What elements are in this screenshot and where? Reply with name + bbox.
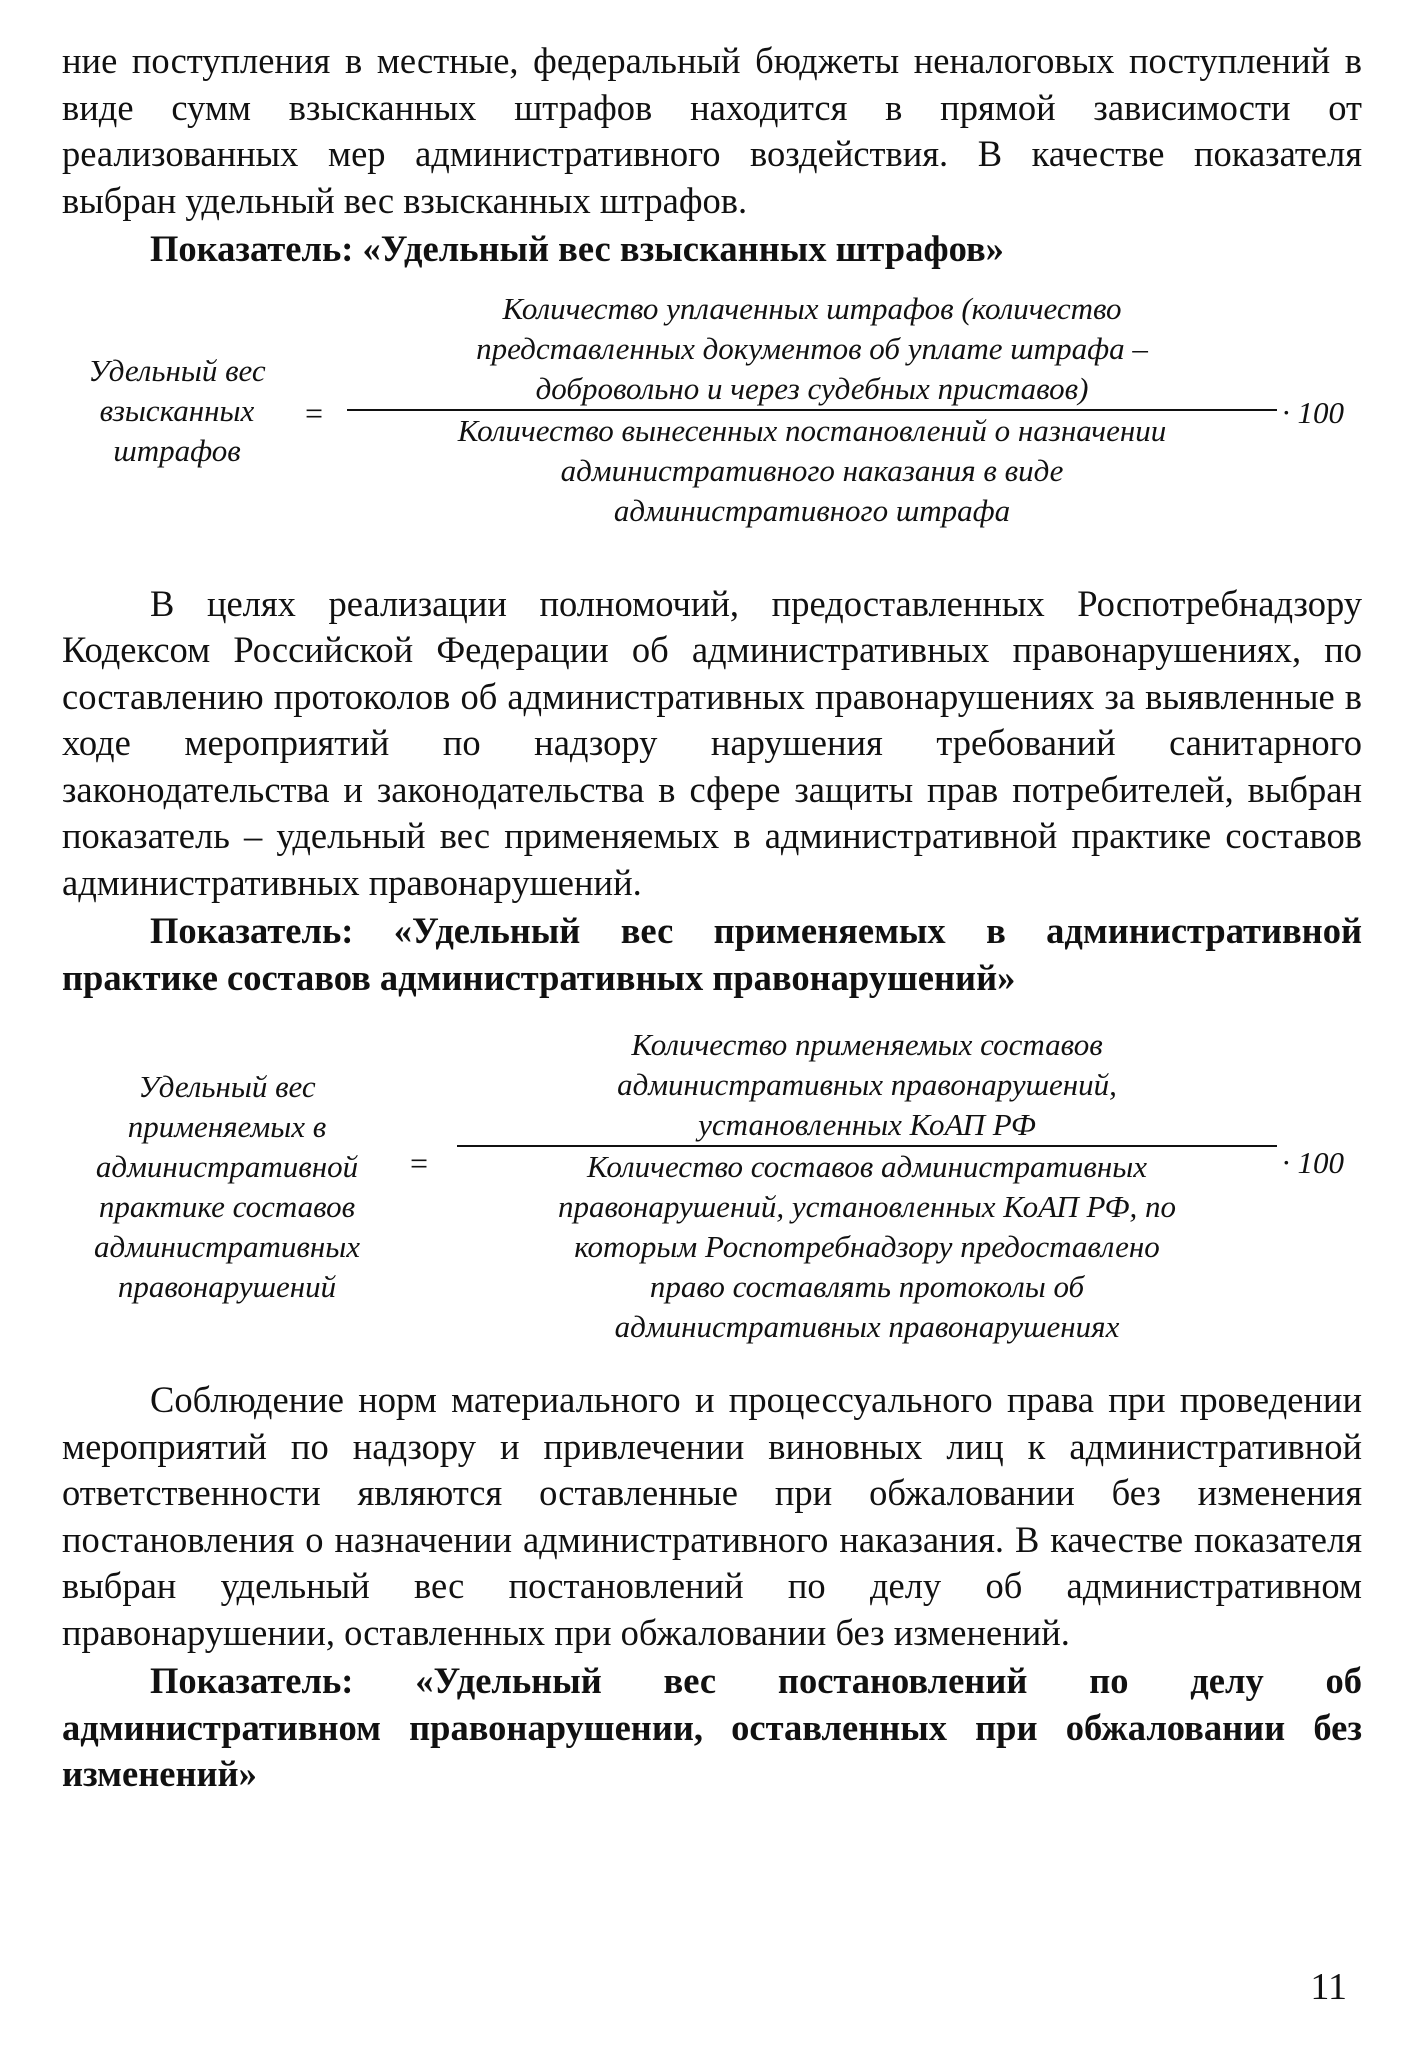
formula-2-denominator: Количество составов административных правонарушений, установленных КоАП РФ, по которым Роспотребнадзору предоставлено право составлять протоколы об административных правонарушениях [558,1149,1176,1344]
document-page [62,38,1362,1798]
page-number: 11 [1310,1966,1347,2008]
formula-2-numerator: Количество применяемых составов административных правонарушений, установленных КоАП РФ [617,1027,1117,1142]
formula-1-numerator: Количество уплаченных штрафов (количество представленных документов об уплате штрафа – добровольно и через судебных приставов) [476,290,1148,406]
formula-2-fraction [457,1025,1277,1347]
formula-2-equals: = [410,1145,429,1181]
paragraph-3: Соблюдение норм материального и процессуального права при проведении мероприятий по надзору и привлечении виновных лиц к административной ответственности являются оставленные при обжаловании без изменения постановления о назначении административного наказания. В качестве показателя выбран удельный вес постановлений по делу об административном правонарушении, оставленных при обжаловании без изменений. [62,1379,1362,1653]
formula-1-fraction [347,289,1277,531]
formula-2 [62,1025,1362,1345]
heading-3: Показатель: «Удельный вес постановлений по делу об административном правонарушении, оставленных при обжаловании без изменений» [62,1660,1362,1794]
formula-1-equals: = [305,394,324,431]
formula-2-multiplier: · 100 [1282,1145,1344,1180]
formula-1 [62,289,1362,547]
heading-1: Показатель: «Удельный вес взысканных штрафов» [150,228,1004,269]
formula-1-multiplier: · 100 [1282,394,1344,430]
paragraph-2: В целях реализации полномочий, предоставленных Роспотребнадзору Кодексом Российской Федерации об административных правонарушениях, по составлению протоколов об административных правонарушениях за выявленные в ходе мероприятий по надзору нарушения требований санитарного законодательства и законодательства в сфере защиты прав потребителей, выбран показатель – удельный вес применяемых в административной практике составов административных правонарушений. [62,582,1362,903]
paragraph-1: ние поступления в местные, федеральный бюджеты неналоговых поступлений в виде сумм взысканных штрафов находится в прямой зависимости от реализованных мер административного воздействия. В качестве показателя выбран удельный вес взысканных штрафов. [62,40,1362,221]
formula-2-left: Удельный вес применяемых в административной практике составов административных правонарушений [94,1069,360,1304]
heading-2: Показатель: «Удельный вес применяемых в административной практике составов административных правонарушений» [62,910,1362,998]
formula-1-left: Удельный вес взысканных штрафов [88,352,266,468]
formula-1-denominator: Количество вынесенных постановлений о назначении административного наказания в виде административного штрафа [457,412,1167,528]
